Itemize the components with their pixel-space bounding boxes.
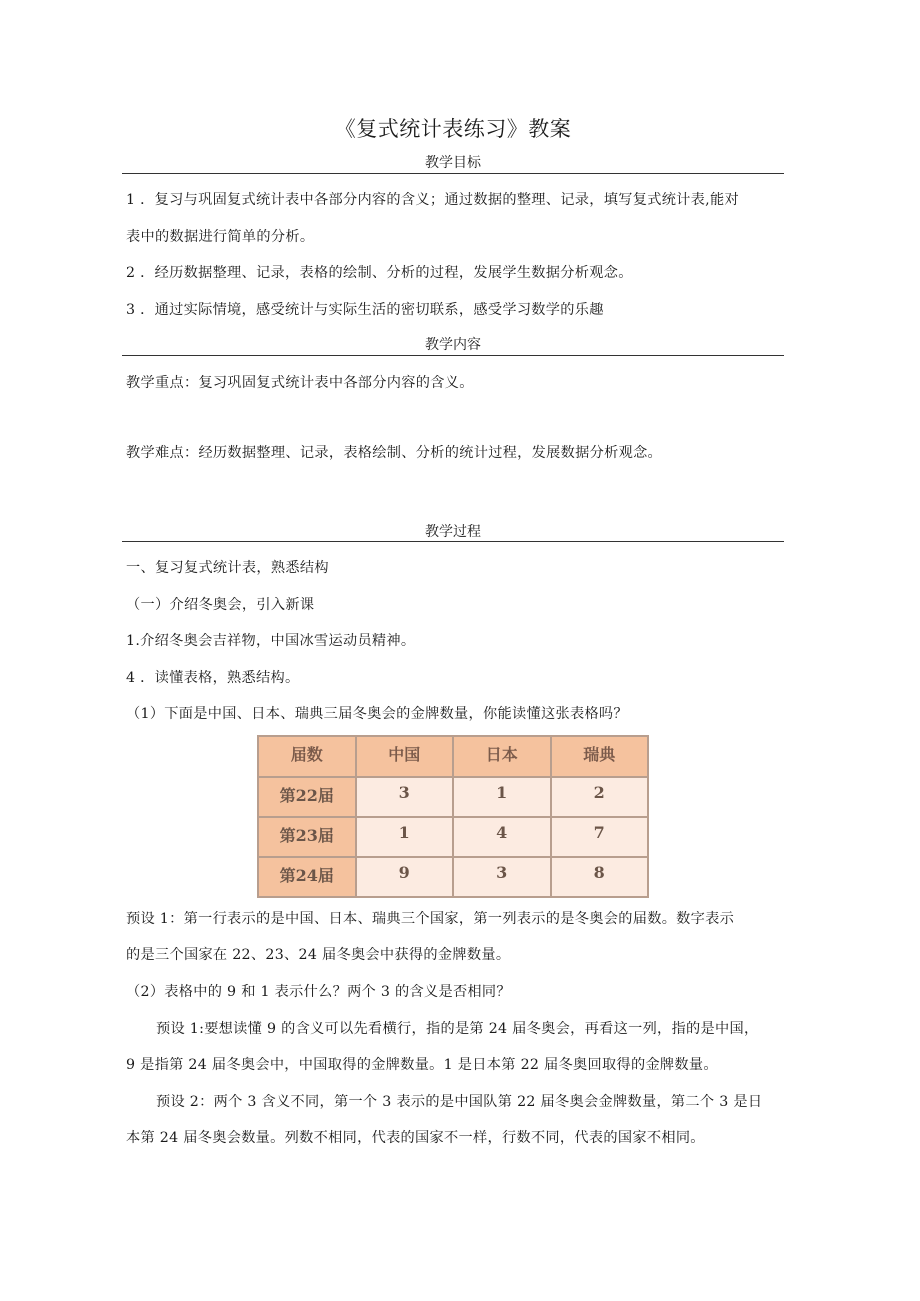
section-heading-content: 教学内容 <box>425 337 481 353</box>
table-cell: 1 <box>453 777 551 817</box>
process-line: （2）表格中的 9 和 1 表示什么？两个 3 的含义是否相同？ <box>126 984 511 1000</box>
table-cell: 7 <box>551 817 649 857</box>
process-line: （1）下面是中国、日本、瑞典三届冬奥会的金牌数量，你能读懂这张表格吗？ <box>126 706 628 722</box>
process-line: 9 是指第 24 届冬奥会中，中国取得的金牌数量。1 是日本第 22 届冬奥回取得的金牌数量。 <box>126 1057 718 1073</box>
table-row <box>258 857 648 897</box>
goal-item: 3 ．通过实际情境，感受统计与实际生活的密切联系，感受学习数学的乐趣 <box>126 302 604 318</box>
difficulty-point: 教学难点：经历数据整理、记录，表格绘制、分析的统计过程，发展数据分析观念。 <box>126 445 663 461</box>
process-line: 预设 1:要想读懂 9 的含义可以先看横行，指的是第 24 届冬奥会，再看这一列，指的是中国， <box>156 1021 759 1037</box>
table-cell: 2 <box>551 777 649 817</box>
process-line: 本第 24 届冬奥会数量。列数不相同，代表的国家不一样，行数不同，代表的国家不相同。 <box>126 1130 705 1146</box>
row-header-cell: 第24届 <box>258 857 356 897</box>
table-cell: 3 <box>356 777 454 817</box>
section-heading-goals: 教学目标 <box>425 155 481 171</box>
table-cell: 9 <box>356 857 454 897</box>
goal-item: 2 ．经历数据整理、记录，表格的绘制、分析的过程，发展学生数据分析观念。 <box>126 265 633 281</box>
process-line: （一）介绍冬奥会，引入新课 <box>126 597 315 613</box>
medal-table <box>257 735 649 898</box>
header-cell: 届数 <box>258 736 356 777</box>
table-cell: 3 <box>453 857 551 897</box>
section-divider <box>122 173 784 174</box>
row-header-cell: 第23届 <box>258 817 356 857</box>
table-row <box>258 817 648 857</box>
process-line: 预设 2：两个 3 含义不同，第一个 3 表示的是中国队第 22 届冬奥会金牌数量，第二个 3 是日 <box>156 1094 763 1110</box>
section-divider <box>122 541 784 542</box>
row-header-cell: 第22届 <box>258 777 356 817</box>
header-cell: 日本 <box>453 736 551 777</box>
process-line: 1.介绍冬奥会吉祥物，中国冰雪运动员精神。 <box>126 633 416 649</box>
document-title: 《复式统计表练习》教案 <box>334 117 572 141</box>
header-cell: 中国 <box>356 736 454 777</box>
table-cell: 8 <box>551 857 649 897</box>
table-row <box>258 777 648 817</box>
key-point: 教学重点：复习巩固复式统计表中各部分内容的含义。 <box>126 375 474 391</box>
section-heading-process: 教学过程 <box>425 524 481 540</box>
process-line: 一、复习复式统计表，熟悉结构 <box>126 560 329 576</box>
process-line: 的是三个国家在 22、23、24 届冬奥会中获得的金牌数量。 <box>126 947 511 963</box>
section-divider <box>122 355 784 356</box>
medal-table-image <box>257 735 649 895</box>
table-cell: 4 <box>453 817 551 857</box>
table-header-row <box>258 736 648 777</box>
process-line: 4 ．读懂表格，熟悉结构。 <box>126 670 300 686</box>
goal-item: 表中的数据进行简单的分析。 <box>126 229 315 245</box>
goal-item: 1 ．复习与巩固复式统计表中各部分内容的含义；通过数据的整理、记录，填写复式统计表,能对 <box>126 192 739 208</box>
header-cell: 瑞典 <box>551 736 649 777</box>
process-line: 预设 1：第一行表示的是中国、日本、瑞典三个国家，第一列表示的是冬奥会的届数。数字表示 <box>126 911 735 927</box>
table-cell: 1 <box>356 817 454 857</box>
